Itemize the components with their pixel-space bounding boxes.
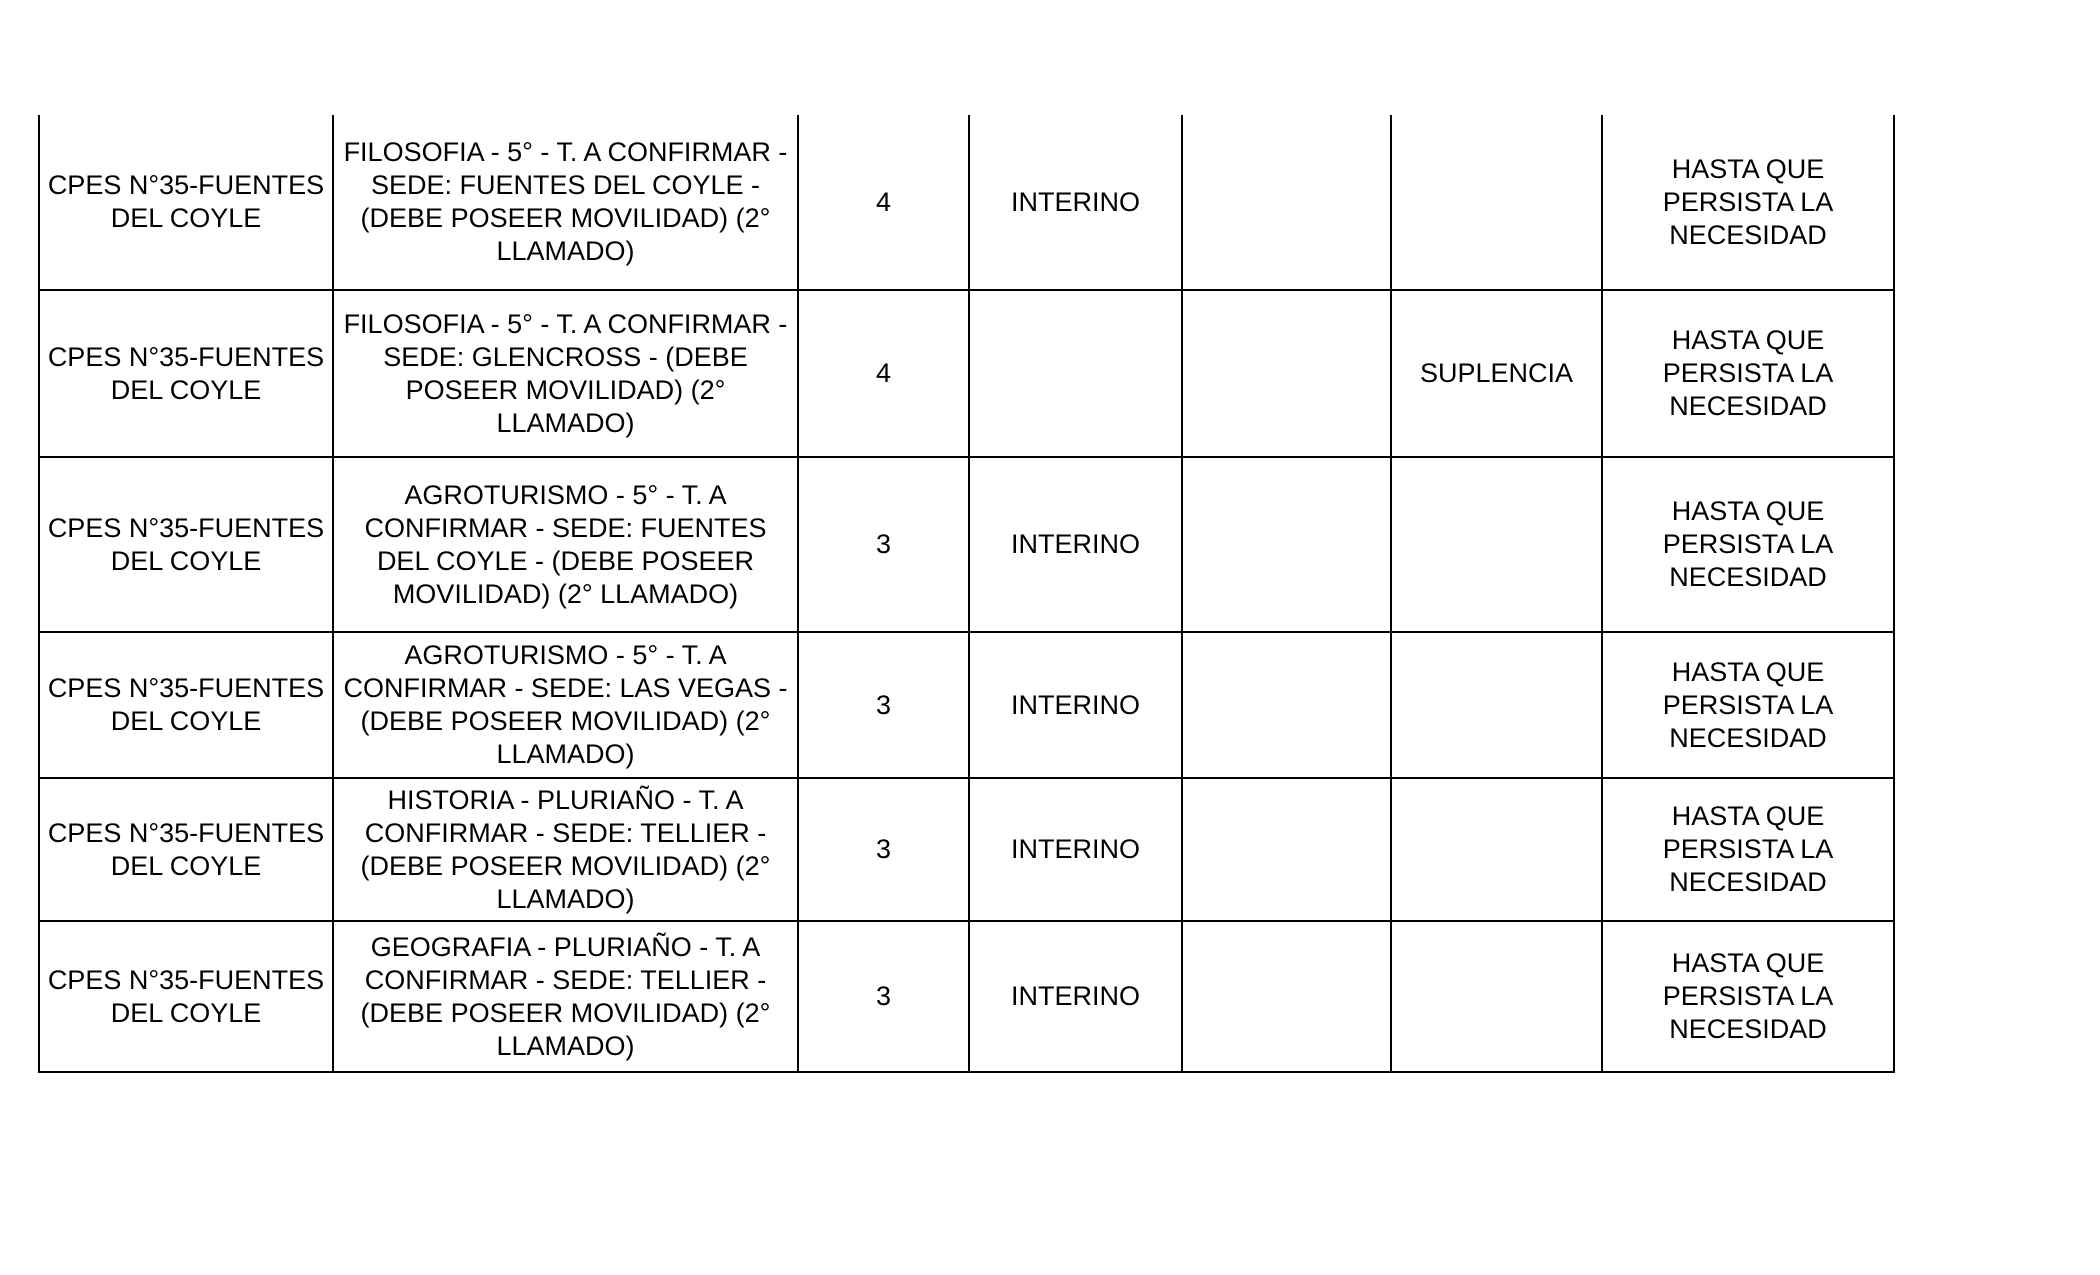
empty-cell [1182, 115, 1391, 290]
hours-cell: 3 [798, 778, 969, 921]
suplencia-cell [1391, 921, 1602, 1072]
hours-cell: 4 [798, 115, 969, 290]
hours-cell: 3 [798, 457, 969, 632]
suplencia-cell [1391, 778, 1602, 921]
interino-cell: INTERINO [969, 921, 1182, 1072]
vacancy-table [38, 115, 1895, 1073]
table-row [39, 921, 1894, 1072]
duration-cell: HASTA QUE PERSISTA LA NECESIDAD [1602, 115, 1894, 290]
school-cell: CPES N°35-FUENTES DEL COYLE [39, 457, 333, 632]
subject-cell: AGROTURISMO - 5° - T. A CONFIRMAR - SEDE: LAS VEGAS - (DEBE POSEER MOVILIDAD) (2° LLAMADO) [333, 632, 798, 778]
table-row [39, 115, 1894, 290]
school-cell: CPES N°35-FUENTES DEL COYLE [39, 632, 333, 778]
hours-cell: 3 [798, 921, 969, 1072]
duration-cell: HASTA QUE PERSISTA LA NECESIDAD [1602, 921, 1894, 1072]
school-cell: CPES N°35-FUENTES DEL COYLE [39, 290, 333, 457]
suplencia-cell: SUPLENCIA [1391, 290, 1602, 457]
empty-cell [1182, 290, 1391, 457]
empty-cell [1182, 921, 1391, 1072]
interino-cell: INTERINO [969, 457, 1182, 632]
duration-cell: HASTA QUE PERSISTA LA NECESIDAD [1602, 778, 1894, 921]
table-row [39, 778, 1894, 921]
hours-cell: 4 [798, 290, 969, 457]
duration-cell: HASTA QUE PERSISTA LA NECESIDAD [1602, 290, 1894, 457]
table-row [39, 290, 1894, 457]
subject-cell: AGROTURISMO - 5° - T. A CONFIRMAR - SEDE: FUENTES DEL COYLE - (DEBE POSEER MOVILIDAD) (2° LLAMADO) [333, 457, 798, 632]
table-row [39, 632, 1894, 778]
interino-cell: INTERINO [969, 632, 1182, 778]
empty-cell [1182, 632, 1391, 778]
empty-cell [1182, 457, 1391, 632]
hours-cell: 3 [798, 632, 969, 778]
interino-cell [969, 290, 1182, 457]
school-cell: CPES N°35-FUENTES DEL COYLE [39, 115, 333, 290]
table-row [39, 457, 1894, 632]
subject-cell: FILOSOFIA - 5° - T. A CONFIRMAR - SEDE: GLENCROSS - (DEBE POSEER MOVILIDAD) (2° LLAMADO) [333, 290, 798, 457]
interino-cell: INTERINO [969, 115, 1182, 290]
subject-cell: HISTORIA - PLURIAÑO - T. A CONFIRMAR - SEDE: TELLIER - (DEBE POSEER MOVILIDAD) (2° LLAMADO) [333, 778, 798, 921]
suplencia-cell [1391, 115, 1602, 290]
suplencia-cell [1391, 632, 1602, 778]
duration-cell: HASTA QUE PERSISTA LA NECESIDAD [1602, 457, 1894, 632]
suplencia-cell [1391, 457, 1602, 632]
empty-cell [1182, 778, 1391, 921]
school-cell: CPES N°35-FUENTES DEL COYLE [39, 921, 333, 1072]
subject-cell: FILOSOFIA - 5° - T. A CONFIRMAR - SEDE: FUENTES DEL COYLE - (DEBE POSEER MOVILIDAD) (2° LLAMADO) [333, 115, 798, 290]
interino-cell: INTERINO [969, 778, 1182, 921]
subject-cell: GEOGRAFIA - PLURIAÑO - T. A CONFIRMAR - SEDE: TELLIER - (DEBE POSEER MOVILIDAD) (2° LLAMADO) [333, 921, 798, 1072]
school-cell: CPES N°35-FUENTES DEL COYLE [39, 778, 333, 921]
duration-cell: HASTA QUE PERSISTA LA NECESIDAD [1602, 632, 1894, 778]
